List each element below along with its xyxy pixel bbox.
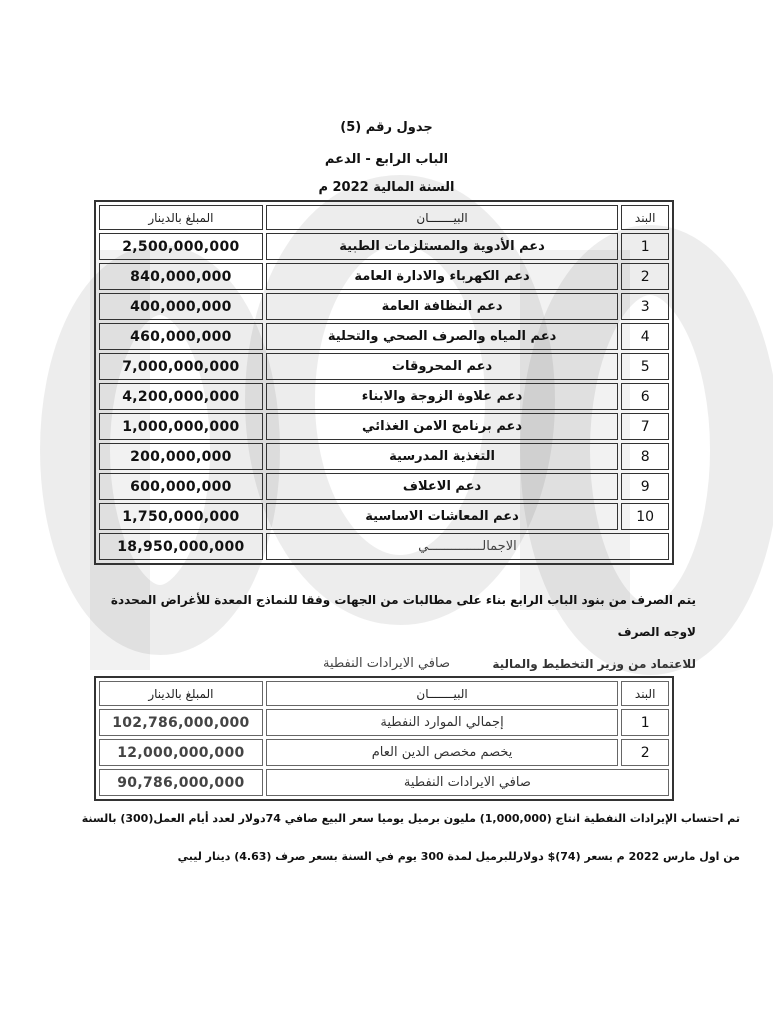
row-item-number: 3 [621, 293, 669, 320]
row-description: دعم الاعلاف [266, 473, 619, 500]
total-amount: 18,950,000,000 [99, 533, 263, 560]
oil-revenue-note-line-1: تم احتساب الإيرادات النفطية انتاج (1,000,000) مليون برميل يوميا سعر البيع صافي 74دولار لعدد أيام العمل(300) بالسنة [81, 812, 740, 825]
row-description: دعم برنامج الامن الغذائي [266, 413, 619, 440]
table-row [99, 233, 669, 260]
row-description: التغذية المدرسية [266, 443, 619, 470]
row-item-number: 7 [621, 413, 669, 440]
column-header-description: البيـــــــان [266, 205, 619, 230]
disbursement-note-line-2: للاعتماد من وزير التخطيط والمالية [492, 657, 696, 671]
table-row [99, 323, 669, 350]
row-amount: 200,000,000 [99, 443, 263, 470]
column-header-amount: المبلغ بالدينار [99, 681, 263, 706]
table-row [99, 293, 669, 320]
chapter-heading: الباب الرابع - الدعم [324, 152, 449, 167]
row-amount: 4,200,000,000 [99, 383, 263, 410]
column-header-item: البند [621, 681, 669, 706]
net-revenue-label: صافي الايرادات النفطية [266, 769, 669, 796]
row-description: يخصم مخصص الدين العام [266, 739, 619, 766]
row-item-number: 8 [621, 443, 669, 470]
oil-revenue-table [94, 676, 674, 801]
row-description: دعم المياه والصرف الصحي والتحلية [266, 323, 619, 350]
row-item-number: 2 [621, 739, 669, 766]
support-table [94, 200, 674, 565]
total-label: الاجمالــــــــــــــي [266, 533, 669, 560]
column-header-description: البيـــــــان [266, 681, 619, 706]
row-item-number: 1 [621, 709, 669, 736]
oil-revenue-table-header [99, 681, 669, 706]
table-row [99, 739, 669, 766]
table-row [99, 443, 669, 470]
table-row [99, 383, 669, 410]
row-amount: 12,000,000,000 [99, 739, 263, 766]
row-amount: 2,500,000,000 [99, 233, 263, 260]
row-amount: 400,000,000 [99, 293, 263, 320]
row-description: دعم المحروقات [266, 353, 619, 380]
row-amount: 102,786,000,000 [99, 709, 263, 736]
net-revenue-amount: 90,786,000,000 [99, 769, 263, 796]
row-description: دعم الأدوية والمستلزمات الطبية [266, 233, 619, 260]
row-amount: 840,000,000 [99, 263, 263, 290]
row-item-number: 9 [621, 473, 669, 500]
row-description: دعم الكهرباء والادارة العامة [266, 263, 619, 290]
column-header-amount: المبلغ بالدينار [99, 205, 263, 230]
row-description: إجمالي الموارد النفطية [266, 709, 619, 736]
disbursement-note-line-1: يتم الصرف من بنود الباب الرابع بناء على مطالبات من الجهات وفقا للنماذج المعدة للأغراض المحددة لاوجه الصرف [110, 593, 696, 639]
row-description: دعم علاوة الزوجة والابناء [266, 383, 619, 410]
table-row [99, 709, 669, 736]
row-item-number: 2 [621, 263, 669, 290]
table-row [99, 263, 669, 290]
oil-revenue-note-line-2: من اول مارس 2022 م بسعر (74)$ دولارللبرميل لمدة 300 يوم في السنة بسعر صرف (4.63) دينار ليبي [177, 850, 740, 863]
total-row [99, 533, 669, 560]
row-item-number: 4 [621, 323, 669, 350]
net-revenue-row [99, 769, 669, 796]
row-description: دعم النظافة العامة [266, 293, 619, 320]
row-item-number: 1 [621, 233, 669, 260]
row-item-number: 5 [621, 353, 669, 380]
table-row [99, 473, 669, 500]
row-amount: 1,000,000,000 [99, 413, 263, 440]
row-item-number: 6 [621, 383, 669, 410]
row-amount: 1,750,000,000 [99, 503, 263, 530]
row-amount: 600,000,000 [99, 473, 263, 500]
row-amount: 460,000,000 [99, 323, 263, 350]
row-item-number: 10 [621, 503, 669, 530]
row-amount: 7,000,000,000 [99, 353, 263, 380]
table-row [99, 413, 669, 440]
net-oil-revenue-title: صافي الايرادات النفطية [322, 656, 450, 671]
table-row [99, 353, 669, 380]
column-header-item: البند [621, 205, 669, 230]
table-number-heading: جدول رقم (5) [340, 120, 433, 135]
support-table-header [99, 205, 669, 230]
fiscal-year-heading: السنة المالية 2022 م [318, 180, 455, 195]
row-description: دعم المعاشات الاساسية [266, 503, 619, 530]
table-row [99, 503, 669, 530]
